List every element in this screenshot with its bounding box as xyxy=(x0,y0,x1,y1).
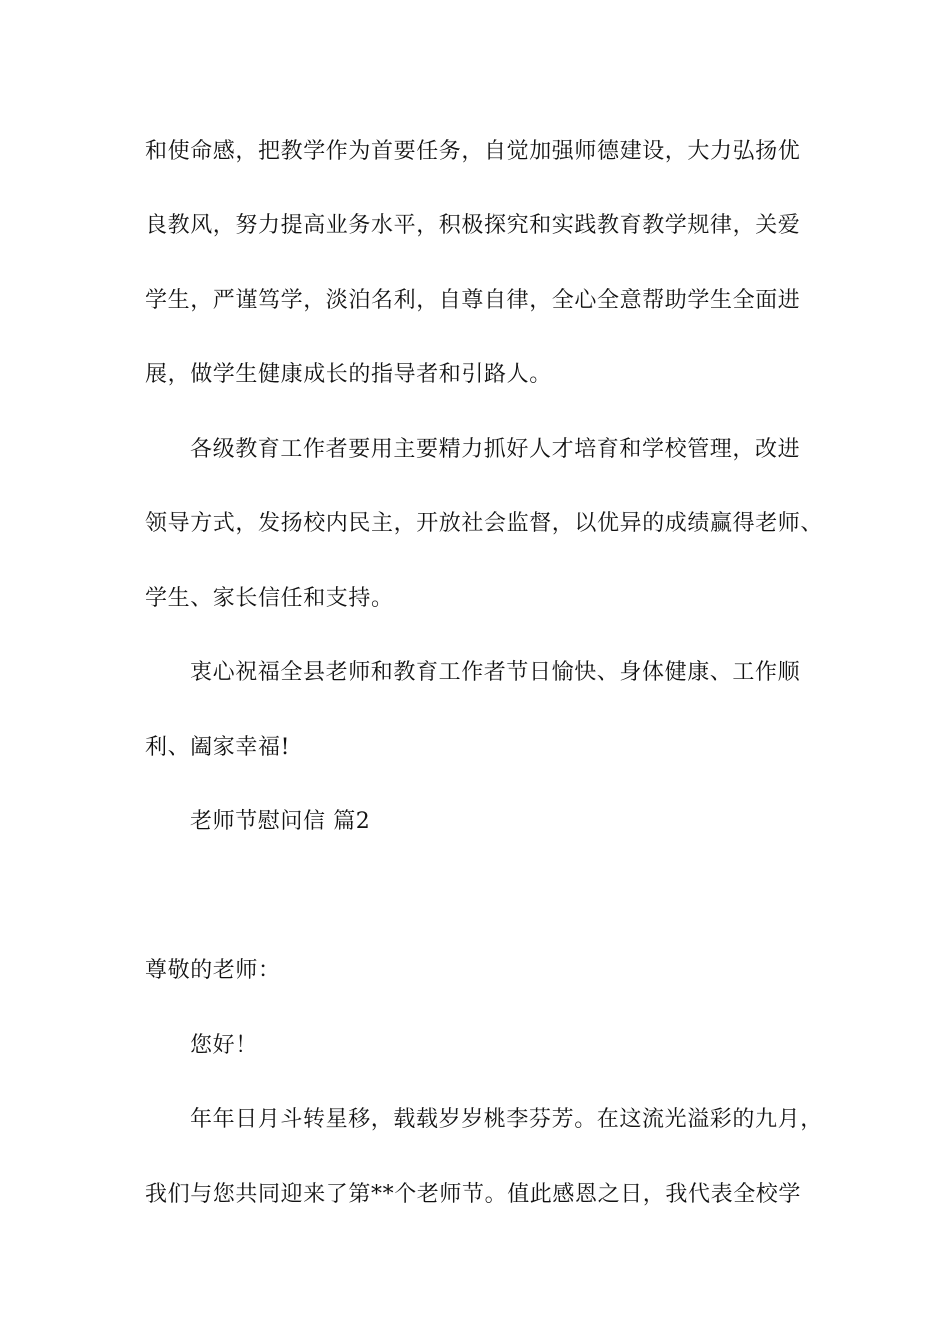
body-line-9: 利、阖家幸福! xyxy=(145,735,291,760)
paragraph-start-line: 各级教育工作者要用主要精力抓好人才培育和学校管理，改进 xyxy=(190,437,801,462)
body-line-2: 良教风，努力提高业务水平，积极探究和实践教育教学规律，关爱 xyxy=(145,213,801,238)
body-line-1: 和使命感，把教学作为首要任务，自觉加强师德建设，大力弘扬优 xyxy=(145,139,801,164)
section-heading: 老师节慰问信 篇2 xyxy=(190,809,371,834)
greeting: 您好！ xyxy=(190,1033,258,1058)
body-line-7: 学生、家长信任和支持。 xyxy=(145,586,394,611)
body-line-3: 学生，严谨笃学，淡泊名利，自尊自律，全心全意帮助学生全面进 xyxy=(145,288,801,313)
paragraph-start-line: 年年日月斗转星移，载载岁岁桃李芬芳。在这流光溢彩的九月， xyxy=(190,1107,823,1132)
body-line-6: 领导方式，发扬校内民主，开放社会监督，以优异的成绩赢得老师、 xyxy=(145,511,824,536)
paragraph-start-line: 衷心祝福全县老师和教育工作者节日愉快、身体健康、工作顺 xyxy=(190,660,801,685)
body-line-14: 我们与您共同迎来了第**个老师节。值此感恩之日，我代表全校学 xyxy=(145,1182,802,1207)
body-line-4: 展，做学生健康成长的指导者和引路人。 xyxy=(145,362,552,387)
salutation: 尊敬的老师： xyxy=(145,958,281,983)
